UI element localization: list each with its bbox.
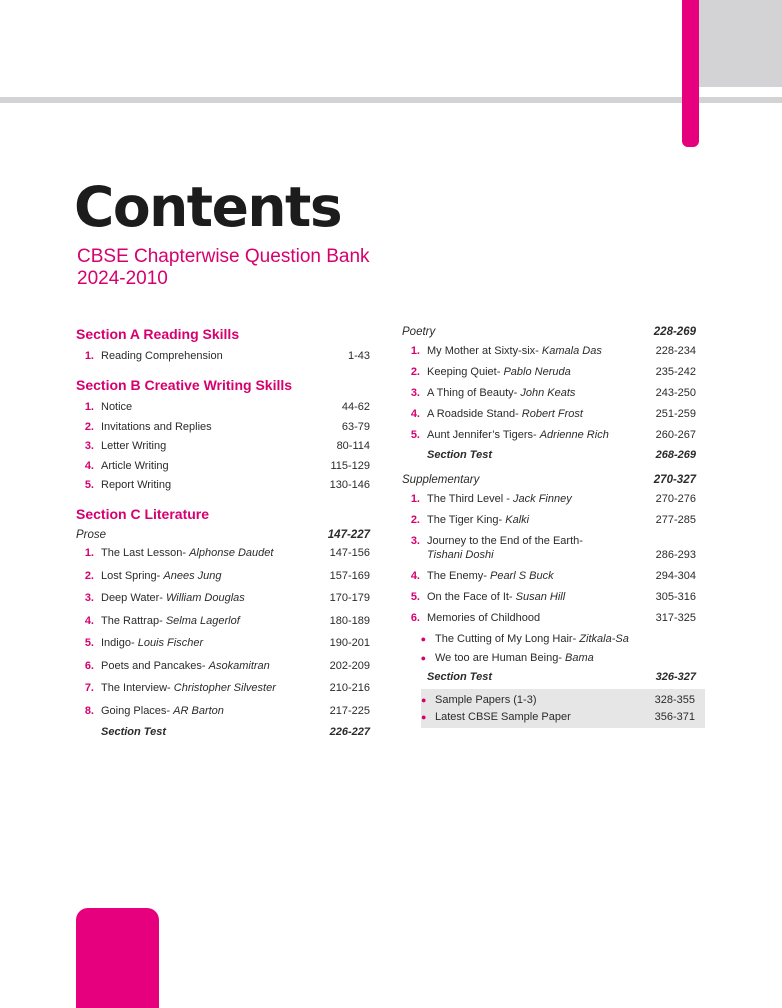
toc-entry[interactable] <box>76 704 370 718</box>
header-pink-strip <box>682 0 699 147</box>
toc-entry[interactable] <box>76 459 370 473</box>
entry-title-text: The Rattrap- <box>101 614 163 627</box>
toc-entry[interactable] <box>76 546 370 560</box>
entry-pages: 277-285 <box>655 514 696 526</box>
entry-pages: 235-242 <box>655 366 696 378</box>
section-test-pages: 226-227 <box>329 726 370 738</box>
entry-number: 8. <box>84 704 94 717</box>
section-a-title: Section A Reading Skills <box>76 326 240 342</box>
supplementary-label: Supplementary <box>402 474 480 486</box>
toc-entry[interactable] <box>402 569 696 583</box>
entry-title <box>101 659 308 673</box>
supplementary-pages: 270-327 <box>653 474 696 486</box>
toc-entry[interactable] <box>402 534 696 562</box>
entry-title-text: The Cutting of My Long Hair- <box>435 633 577 645</box>
entry-title <box>101 681 308 695</box>
bullet-icon: ● <box>420 653 426 663</box>
entry-pages: 260-267 <box>655 429 696 441</box>
entry-number: 4. <box>84 614 94 627</box>
toc-entry[interactable] <box>76 636 370 650</box>
toc-entry[interactable] <box>402 590 696 604</box>
entry-title-text: Indigo- <box>101 637 135 649</box>
subsection-heading <box>402 326 696 338</box>
entry-pages: 157-169 <box>329 569 370 582</box>
entry-pages: 202-209 <box>329 659 370 672</box>
sample-papers-box <box>421 689 705 728</box>
entry-author: Tishani Doshi <box>427 549 494 561</box>
entry-author: Alphonse Daudet <box>189 547 274 559</box>
section-test-label: Section Test <box>101 726 166 738</box>
entry-number: 4. <box>410 408 420 420</box>
toc-entry[interactable] <box>402 428 696 442</box>
toc-subentry[interactable] <box>402 651 696 665</box>
subtitle-line-2: 2024-2010 <box>77 268 168 289</box>
page-title: Contents <box>74 175 342 239</box>
entry-title-text: My Mother at Sixty-six- <box>427 345 539 357</box>
entry-author: Asokamitran <box>208 659 270 672</box>
supplementary-sublist <box>402 632 696 665</box>
entry-title <box>101 614 308 628</box>
entry-title <box>101 704 308 718</box>
entry-title-text: Report Writing <box>101 479 172 491</box>
entry-title-text: Keeping Quiet- <box>427 366 501 378</box>
entry-author: Anees Jung <box>163 569 222 582</box>
subsection-heading <box>76 529 370 541</box>
section-test-pages: 268-269 <box>655 449 696 461</box>
entry-pages: 63-79 <box>341 420 370 433</box>
entry-title <box>101 636 308 650</box>
entry-author: Pearl S Buck <box>489 570 554 582</box>
entry-title <box>101 591 308 605</box>
toc-entry[interactable] <box>402 611 696 625</box>
entry-number: 2. <box>84 569 94 582</box>
entry-title <box>427 590 634 604</box>
toc-entry[interactable] <box>76 400 370 414</box>
entry-number: 1. <box>84 547 94 559</box>
entry-title-text: Aunt Jennifer’s Tigers- <box>427 429 537 441</box>
entry-pages: 180-189 <box>329 614 370 627</box>
section-test-row[interactable] <box>402 449 696 461</box>
poetry-list <box>402 344 696 442</box>
prose-label: Prose <box>76 529 107 541</box>
entry-author: Susan Hill <box>515 591 566 603</box>
entry-number: 3. <box>410 387 420 399</box>
entry-title <box>101 420 308 434</box>
entry-pages: 243-250 <box>655 387 696 399</box>
entry-pages: 294-304 <box>655 570 696 582</box>
entry-title <box>427 365 634 379</box>
subtitle-line-1: CBSE Chapterwise Question Bank <box>77 246 370 267</box>
section-test-row[interactable] <box>76 726 370 738</box>
entry-number: 2. <box>410 514 420 526</box>
entry-number: 3. <box>410 535 420 547</box>
supplementary-list <box>402 492 696 625</box>
entry-title-text: Article Writing <box>101 459 169 472</box>
footer-pink-tab <box>76 908 159 1008</box>
entry-number: 3. <box>84 440 94 452</box>
entry-title <box>101 546 308 560</box>
section-test-label: Section Test <box>427 449 492 461</box>
toc-entry[interactable] <box>76 569 370 583</box>
entry-number: 2. <box>84 420 94 433</box>
entry-author: Bama <box>565 652 594 664</box>
entry-number: 3. <box>84 592 94 604</box>
toc-entry[interactable] <box>76 349 370 363</box>
toc-entry[interactable] <box>76 591 370 605</box>
entry-title-text: Notice <box>101 401 133 413</box>
entry-pages: 356-371 <box>654 711 695 723</box>
entry-author: William Douglas <box>166 592 245 604</box>
entry-pages: 217-225 <box>329 704 370 717</box>
entry-title <box>101 569 308 583</box>
toc-entry[interactable] <box>402 407 696 421</box>
entry-pages: 44-62 <box>341 401 370 413</box>
entry-number: 4. <box>410 570 420 582</box>
entry-pages: 286-293 <box>655 549 696 561</box>
entry-title: Sample Papers (1-3) <box>435 694 537 706</box>
entry-number: 5. <box>410 429 420 441</box>
entry-title <box>427 569 634 583</box>
entry-title <box>427 344 634 358</box>
entry-author: Christopher Silvester <box>173 682 276 694</box>
entry-title-text: The Interview- <box>101 682 171 694</box>
entry-title-text: The Tiger King- <box>427 514 503 526</box>
entry-pages: 130-146 <box>329 479 370 491</box>
entry-number: 5. <box>84 637 94 649</box>
entry-title <box>427 534 634 562</box>
entry-title <box>427 428 634 442</box>
entry-title-text: Going Places- <box>101 704 171 717</box>
sample-entry[interactable] <box>421 710 705 724</box>
entry-author: Louis Fischer <box>137 637 204 649</box>
entry-title: Latest CBSE Sample Paper <box>435 711 571 723</box>
corner-gray-block <box>699 0 782 87</box>
toc-entry[interactable] <box>402 386 696 400</box>
section-heading <box>76 502 370 526</box>
entry-title-text: The Last Lesson- <box>101 547 186 559</box>
entry-author: Selma Lagerlof <box>165 614 240 627</box>
sample-entry[interactable] <box>421 693 705 707</box>
entry-author: Pablo Neruda <box>503 366 571 378</box>
entry-number: 1. <box>84 401 94 413</box>
section-test-pages: 326-327 <box>655 671 696 683</box>
entry-title-text: A Thing of Beauty- <box>427 387 518 399</box>
toc-entry[interactable] <box>76 614 370 628</box>
prose-pages: 147-227 <box>327 529 370 541</box>
entry-title-text: Invitations and Replies <box>101 420 212 433</box>
entry-pages: 251-259 <box>655 408 696 420</box>
page-subtitle <box>77 246 370 290</box>
entry-title <box>101 400 308 414</box>
entry-pages: 1-43 <box>347 350 370 362</box>
entry-pages: 80-114 <box>336 440 370 452</box>
entry-title: Reading Comprehension <box>101 350 223 362</box>
entry-pages: 305-316 <box>655 591 696 603</box>
entry-title <box>435 632 696 646</box>
entry-title <box>427 407 634 421</box>
entry-title <box>101 459 308 473</box>
entry-title-text: Journey to the End of the Earth- <box>427 535 583 547</box>
toc-entry[interactable] <box>402 365 696 379</box>
toc-entry[interactable] <box>402 513 696 527</box>
entry-pages: 147-156 <box>329 547 370 559</box>
entry-title-text: The Third Level - <box>427 493 510 505</box>
entry-pages: 190-201 <box>329 637 370 649</box>
entry-number: 5. <box>410 591 420 603</box>
entry-pages: 115-129 <box>330 459 370 472</box>
bullet-icon: ● <box>421 712 427 722</box>
prose-list <box>76 546 370 718</box>
section-c-title: Section C Literature <box>76 506 210 522</box>
entry-author: Robert Frost <box>521 408 583 420</box>
entry-title <box>101 439 308 453</box>
toc-entry[interactable] <box>76 420 370 434</box>
poetry-pages: 228-269 <box>653 326 696 338</box>
entry-author: Jack Finney <box>513 493 572 505</box>
toc-subentry[interactable] <box>402 632 696 646</box>
entry-title-text: The Enemy- <box>427 570 487 582</box>
toc-entry[interactable] <box>76 478 370 492</box>
entry-number: 6. <box>410 612 420 624</box>
entry-pages: 270-276 <box>655 493 696 505</box>
entry-number: 2. <box>410 366 420 378</box>
toc-left-column <box>76 322 370 738</box>
entry-pages: 210-216 <box>329 682 370 694</box>
entry-number: 7. <box>84 682 94 694</box>
entry-author: AR Barton <box>173 704 224 717</box>
entry-number: 1. <box>410 493 420 505</box>
entry-author: John Keats <box>520 387 576 399</box>
entry-title-text: Memories of Childhood <box>427 612 541 624</box>
toc-right-column <box>402 322 696 728</box>
entry-author: Zitkala-Sa <box>579 633 629 645</box>
entry-title <box>101 478 308 492</box>
section-test-row[interactable] <box>402 671 696 683</box>
entry-title-text: A Roadside Stand- <box>427 408 519 420</box>
entry-author: Kamala Das <box>541 345 602 357</box>
section-heading <box>76 373 370 397</box>
toc-entry[interactable] <box>402 344 696 358</box>
entry-pages: 228-234 <box>655 345 696 357</box>
toc-entry[interactable] <box>76 681 370 695</box>
entry-author: Adrienne Rich <box>539 429 609 441</box>
section-b-list <box>76 400 370 492</box>
entry-number: 1. <box>84 350 94 362</box>
entry-title <box>427 492 634 506</box>
entry-author: Kalki <box>505 514 530 526</box>
section-test-label: Section Test <box>427 671 492 683</box>
section-b-title: Section B Creative Writing Skills <box>76 377 293 393</box>
entry-title-text: We too are Human Being- <box>435 652 562 664</box>
entry-number: 4. <box>84 459 94 472</box>
entry-number: 6. <box>84 659 94 672</box>
subsection-heading <box>402 474 696 486</box>
bullet-icon: ● <box>421 695 427 705</box>
entry-title <box>427 513 634 527</box>
entry-title <box>427 611 634 625</box>
entry-title <box>435 651 696 665</box>
entry-pages: 317-325 <box>655 612 696 624</box>
entry-title <box>427 386 634 400</box>
entry-title-text: Poets and Pancakes- <box>101 659 206 672</box>
entry-title-text: On the Face of It- <box>427 591 513 603</box>
toc-entry[interactable] <box>76 439 370 453</box>
entry-title-text: Lost Spring- <box>101 569 161 582</box>
entry-number: 5. <box>84 479 94 491</box>
header-gray-bar <box>0 97 782 103</box>
entry-title-text: Letter Writing <box>101 440 167 452</box>
entry-pages: 328-355 <box>654 694 695 706</box>
entry-title-text: Deep Water- <box>101 592 163 604</box>
toc-entry[interactable] <box>76 659 370 673</box>
bullet-icon: ● <box>420 634 426 644</box>
entry-number: 1. <box>410 345 420 357</box>
poetry-label: Poetry <box>402 326 436 338</box>
section-heading <box>76 322 370 346</box>
entry-pages: 170-179 <box>329 592 370 604</box>
toc-entry[interactable] <box>402 492 696 506</box>
